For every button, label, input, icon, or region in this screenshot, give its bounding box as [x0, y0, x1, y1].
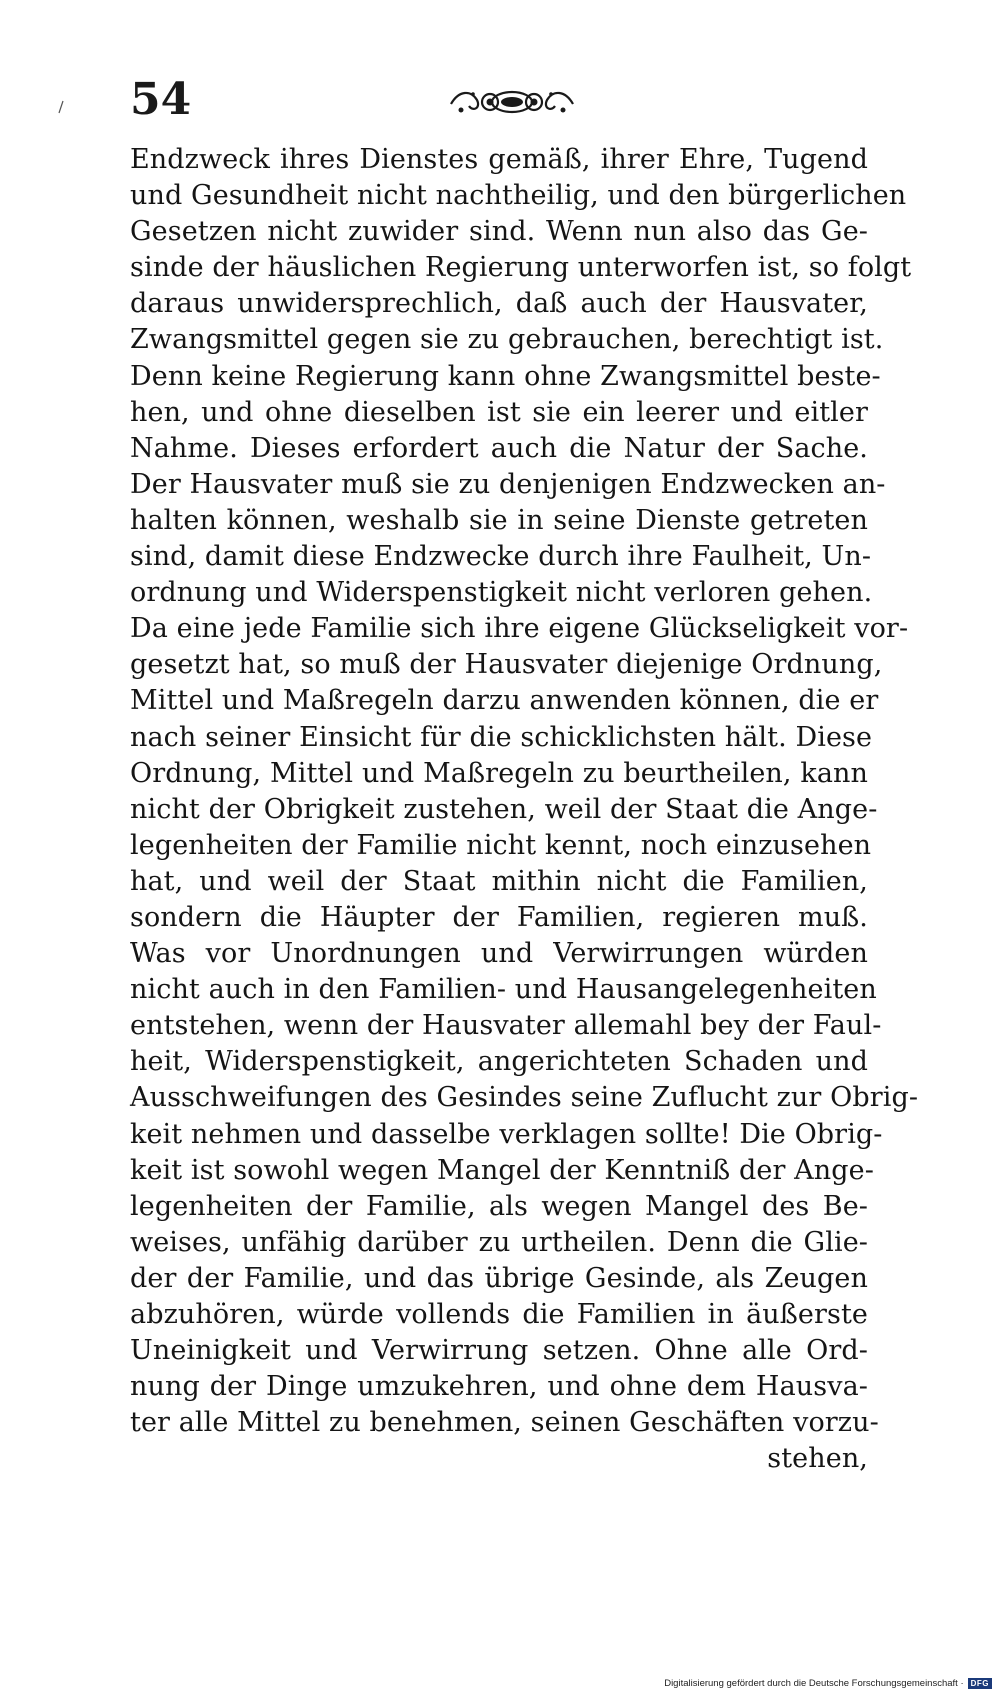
text-line: Nahme. Dieses erfordert auch die Natur der Sache. — [130, 432, 868, 464]
text-line: hen, und ohne dieselben ist sie ein leerer und eitler — [130, 396, 868, 428]
text-line: hat, und weil der Staat mithin nicht die Familien, — [130, 865, 868, 897]
text-line: keit ist sowohl wegen Mangel der Kenntniß der Ange- — [130, 1154, 874, 1186]
text-line: der der Familie, und das übrige Gesinde, als Zeugen — [130, 1262, 868, 1294]
printers-ornament-icon — [447, 84, 577, 120]
footer-text: Digitalisierung gefördert durch die Deutsche Forschungsgemeinschaft · — [664, 1678, 964, 1689]
text-line: keit nehmen und dasselbe verklagen sollte! Die Obrig- — [130, 1118, 883, 1150]
text-line: Ordnung, Mittel und Maßregeln zu beurtheilen, kann — [130, 757, 868, 789]
text-line: sondern die Häupter der Familien, regieren muß. — [130, 901, 868, 933]
text-line: und Gesundheit nicht nachtheilig, und den bürgerlichen — [130, 180, 907, 212]
text-line: ordnung und Widerspenstigkeit nicht verloren gehen. — [130, 577, 873, 609]
body-text — [130, 142, 919, 1477]
text-line: Ausschweifungen des Gesindes seine Zuflucht zur Obrig- — [130, 1082, 919, 1114]
text-line: Mittel und Maßregeln darzu anwenden können, die er — [130, 685, 879, 717]
text-line: nicht auch in den Familien- und Hausangelegenheiten — [130, 974, 877, 1006]
text-line: nung der Dinge umzukehren, und ohne dem Hausva- — [130, 1371, 868, 1403]
page-number: 54 — [130, 74, 192, 125]
text-line: Was vor Unordnungen und Verwirrungen würden — [130, 938, 868, 970]
text-line: abzuhören, würde vollends die Familien in äußerste — [130, 1299, 868, 1330]
text-line: legenheiten der Familie nicht kennt, noch einzusehen — [130, 829, 872, 861]
margin-mark-icon — [58, 100, 64, 114]
dfg-logo-icon: DFG — [968, 1678, 992, 1689]
catchword-line: stehen, — [767, 1443, 868, 1475]
text-line: legenheiten der Familie, als wegen Mangel des Be- — [130, 1190, 868, 1222]
text-line: nach seiner Einsicht für die schicklichsten hält. Diese — [130, 721, 873, 753]
text-line: nicht der Obrigkeit zustehen, weil der Staat die Ange- — [130, 793, 878, 825]
text-line: halten können, weshalb sie in seine Dienste getreten — [130, 504, 868, 536]
text-line: Uneinigkeit und Verwirrung setzen. Ohne alle Ord- — [130, 1335, 868, 1367]
text-line: Denn keine Regierung kann ohne Zwangsmittel beste- — [130, 360, 881, 392]
text-line: Endzweck ihres Dienstes gemäß, ihrer Ehre, Tugend — [130, 144, 868, 175]
text-line: weises, unfähig darüber zu urtheilen. Denn die Glie- — [130, 1226, 868, 1258]
text-line: gesetzt hat, so muß der Hausvater diejenige Ordnung, — [130, 649, 883, 681]
text-line: ter alle Mittel zu benehmen, seinen Geschäften vorzu- — [130, 1407, 879, 1439]
footer-credit — [664, 1678, 992, 1689]
text-line: entstehen, wenn der Hausvater allemahl bey der Faul- — [130, 1010, 882, 1042]
text-line: Zwangsmittel gegen sie zu gebrauchen, berechtigt ist. — [130, 324, 884, 356]
text-line: Da eine jede Familie sich ihre eigene Glückseligkeit vor- — [130, 613, 909, 645]
text-line: Gesetzen nicht zuwider sind. Wenn nun also das Ge- — [130, 216, 868, 248]
text-line: heit, Widerspenstigkeit, angerichteten Schaden und — [130, 1046, 868, 1078]
text-line: daraus unwidersprechlich, daß auch der Hausvater, — [130, 288, 868, 320]
text-line: sind, damit diese Endzwecke durch ihre Faulheit, Un- — [130, 541, 872, 573]
text-line: Der Hausvater muß sie zu denjenigen Endzwecken an- — [130, 468, 886, 500]
text-line: sinde der häuslichen Regierung unterworfen ist, so folgt — [130, 252, 912, 284]
